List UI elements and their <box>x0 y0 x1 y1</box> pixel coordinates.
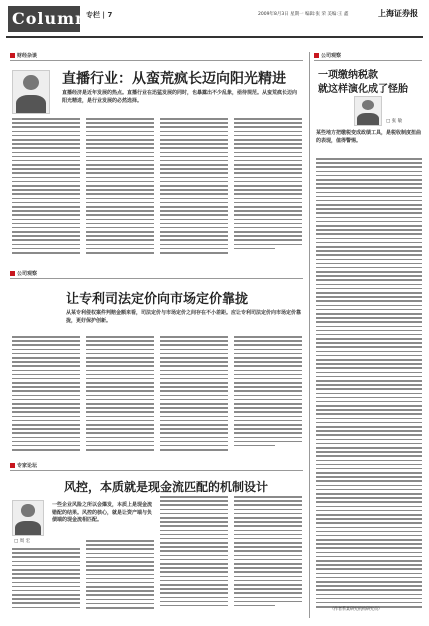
article4-col1 <box>12 548 80 614</box>
section-label-left-top: 财经杂谈 <box>10 52 37 59</box>
article3-col4 <box>234 336 302 456</box>
section-marker-icon <box>10 53 15 58</box>
section-rule <box>10 278 303 279</box>
masthead <box>0 0 429 44</box>
article4-deck: 一些企业风险之所以会爆发，本质上是现金流错配的结果。风控的核心，就是让资产端与负债端的现金流相匹配。 <box>52 502 153 523</box>
article1-col4 <box>234 118 302 260</box>
article2-author-note: （作者系某研究机构研究员） <box>330 606 382 611</box>
section-marker-icon <box>314 53 319 58</box>
article2-deck: 某些地方把缴税变成政绩工具，是税收制度扭曲的表现，值得警惕。 <box>316 130 422 144</box>
author-photo-1 <box>12 70 50 114</box>
article1-deck: 直播经济是近年发展的热点。直播行业在迅猛发展的同时，也暴露出不少乱象，亟待规范。从蛮荒疯长迈向阳光精进，是行业发展的必然选择。 <box>62 90 298 104</box>
article1-col2 <box>86 118 154 260</box>
column-logo-text: Column <box>12 9 88 28</box>
article4-col3 <box>160 496 228 614</box>
article2-byline: □ 张 敏 <box>386 119 403 124</box>
article2-body <box>316 158 422 610</box>
column-divider <box>309 52 310 618</box>
article4-col4 <box>234 496 302 614</box>
section-label-bottom: 专家论坛 <box>10 462 37 469</box>
article3-col3 <box>160 336 228 456</box>
article1-headline: 直播行业：从蛮荒疯长迈向阳光精进 <box>62 71 286 87</box>
section-rule <box>314 60 422 61</box>
author-photo-2 <box>354 96 382 126</box>
section-marker-icon <box>10 271 15 276</box>
article2-headline-line2: 就这样演化成了怪胎 <box>318 84 408 95</box>
section-rule <box>10 470 303 471</box>
article2-headline-line1: 一项缴纳税款 <box>318 70 378 81</box>
article3-deck: 从某专利侵权案件判赔金额来看，司法定价与市场定价之间存在不小差距。应让专利司法定价向市场定价靠拢，更好保护创新。 <box>66 310 302 324</box>
paper-name: 上海证券报 <box>378 8 418 18</box>
masthead-rule <box>6 36 423 38</box>
author-photo-4 <box>12 500 44 536</box>
section-name: 专栏 | 7 <box>86 11 113 19</box>
article3-headline: 让专利司法定价向市场定价靠拢 <box>66 292 249 307</box>
article3-col1 <box>12 336 80 456</box>
section-marker-icon <box>10 463 15 468</box>
article1-col1 <box>12 118 80 260</box>
section-label-right-top: 公司观察 <box>314 52 341 59</box>
issue-info: 2009年8月3日 星期一 编辑:张 荣 美编:王 鑫 <box>258 12 349 17</box>
article1-col3 <box>160 118 228 260</box>
page-number: 7 <box>107 11 113 19</box>
article4-col2 <box>86 540 154 614</box>
article3-col2 <box>86 336 154 456</box>
article4-byline: □ 周 宏 <box>14 539 31 544</box>
section-rule <box>10 60 303 61</box>
article4-headline: 风控，本质就是现金流匹配的机制设计 <box>64 480 269 494</box>
column-logo <box>8 6 88 32</box>
section-label-middle: 公司观察 <box>10 270 37 277</box>
